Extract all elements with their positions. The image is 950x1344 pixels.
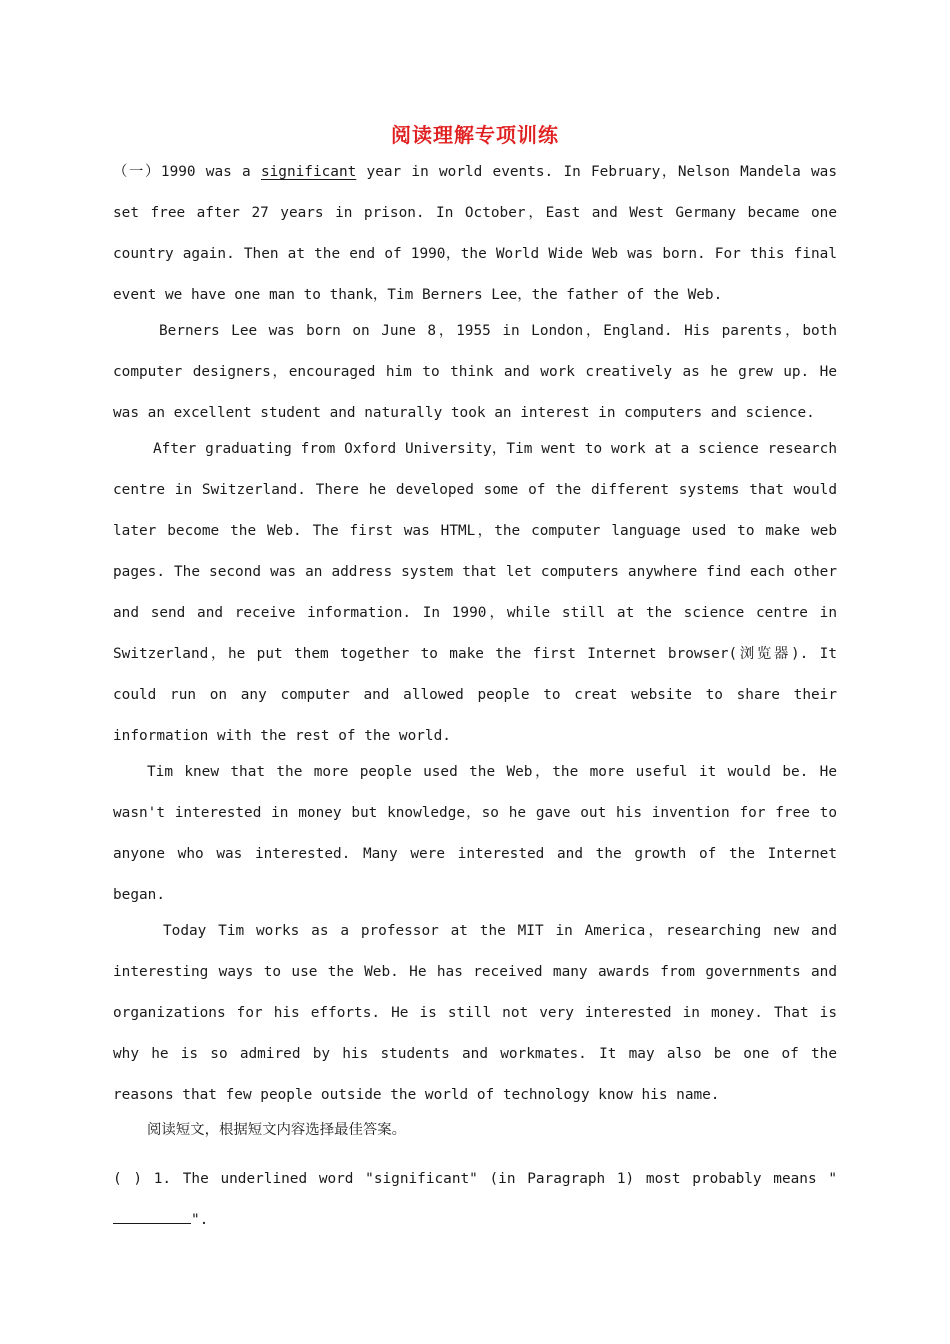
- paragraph-5: Today Tim works as a professor at the MIT in America，researching new and interesting ways to use the Web. He has received many awards from governments and organizations for his efforts. He is still not very interested in money. That is why he is so admired by his students and workmates. It may also be one of the reasons that few people outside the world of technology know his name.: [113, 923, 837, 1103]
- question-1: [113, 1159, 837, 1241]
- underlined-word: significant: [260, 164, 357, 180]
- question-1-text: ( ) 1. The underlined word "significant" (in Paragraph 1) most probably means ": [113, 1171, 837, 1188]
- paragraph-1-prefix: （一）1990 was a: [113, 164, 261, 180]
- paragraph-1: [113, 152, 837, 316]
- paragraph-3: After graduating from Oxford University，Tim went to work at a science research centre in Switzerland. There he developed some of the different systems that would later become the Web. The first was HTML，the computer language used to make web pages. The second was an address system that let computers anywhere find each other and send and receive information. In 1990，while still at the science centre in Switzerland，he put them together to make the first Internet browser(浏览器). It could run on any computer and allowed people to creat website to share their information with the rest of the world.: [113, 441, 837, 744]
- document-title: 阅读理解专项训练: [391, 123, 559, 147]
- paragraph-1-rest: year in world events. In February，Nelson Mandela was set free after 27 years in prison. In October，East and West Germany became one country again. Then at the end of 1990，the World Wide Web was born. For this final event we have one man to thank，Tim Berners Lee，the father of the Web.: [113, 164, 837, 303]
- question-1-suffix: ".: [191, 1212, 209, 1229]
- paragraph-2: Berners Lee was born on June 8，1955 in London，England. His parents，both computer designers，encouraged him to think and work creatively as he grew up. He was an excellent student and naturally took an interest in computers and science.: [113, 323, 837, 421]
- paragraph-4: Tim knew that the more people used the Web，the more useful it would be. He wasn't interested in money but knowledge，so he gave out his invention for free to anyone who was interested. Many were interested and the growth of the Internet began.: [113, 764, 837, 903]
- question-instruction: 阅读短文，根据短文内容选择最佳答案。: [147, 1122, 407, 1138]
- reading-passage: [113, 152, 837, 1256]
- answer-blank[interactable]: [113, 1207, 191, 1224]
